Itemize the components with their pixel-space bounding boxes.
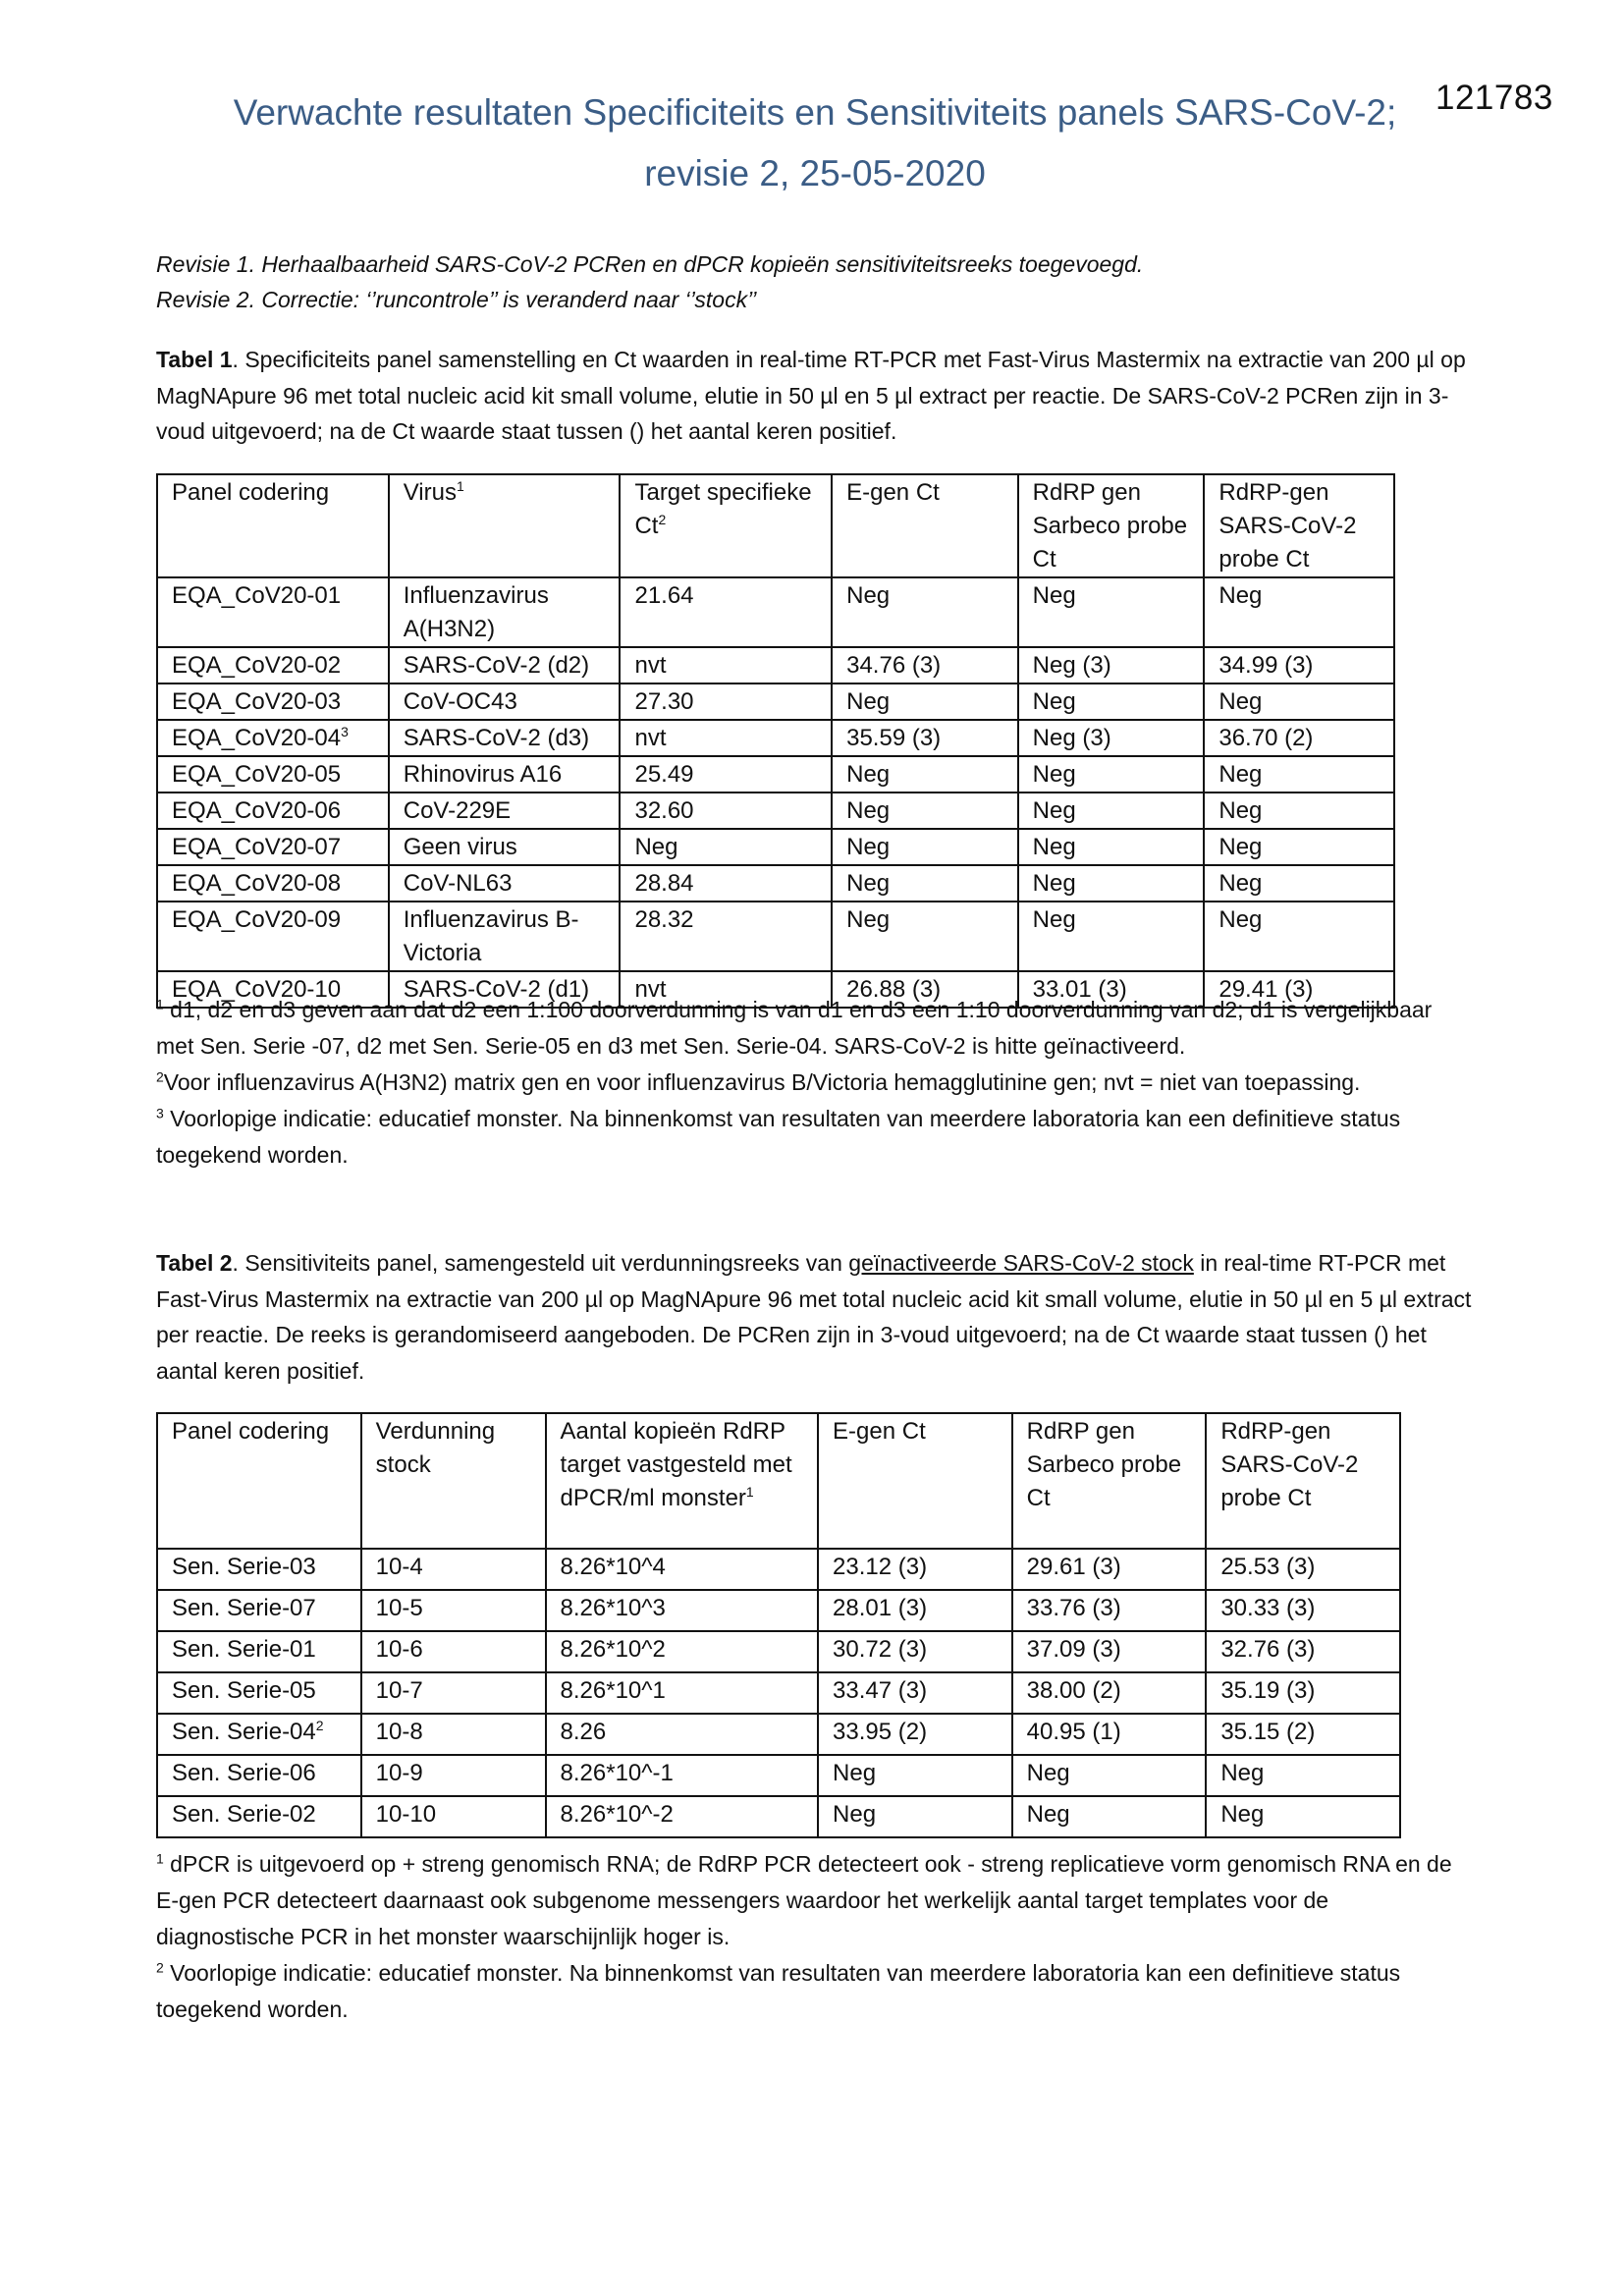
table-cell: Neg bbox=[1204, 577, 1394, 647]
table2-header-cell: Verdunning stock bbox=[361, 1413, 546, 1549]
table1-row bbox=[157, 577, 1394, 647]
table-cell: 34.76 (3) bbox=[832, 647, 1018, 683]
table-cell: 8.26*10^-1 bbox=[546, 1755, 819, 1796]
table-cell: 10-4 bbox=[361, 1549, 546, 1590]
table2-caption-text-end: in real-time RT-PCR met Fast-Virus Mastermix na extractie van 200 µl op MagNApure 96 met total nucleic acid kit small volume, elutie in 50 µl en 5 µl extract per reactie. De reeks is gerandomiseerd aangeboden. De PCRen zijn in 3-voud uitgevoerd; na de Ct waarde staat tussen () het aantal keren positief. bbox=[156, 1250, 1472, 1384]
table-cell: 8.26*10^3 bbox=[546, 1590, 819, 1631]
table-cell: Neg bbox=[832, 902, 1018, 971]
page-title bbox=[147, 82, 1483, 204]
table-cell: 10-10 bbox=[361, 1796, 546, 1837]
table1-row bbox=[157, 902, 1394, 971]
table-cell: Neg bbox=[620, 829, 832, 865]
table-cell: Geen virus bbox=[389, 829, 621, 865]
table-cell: 35.15 (2) bbox=[1206, 1714, 1400, 1755]
table-cell: Neg bbox=[832, 683, 1018, 720]
table-cell: 32.76 (3) bbox=[1206, 1631, 1400, 1672]
table-cell: EQA_CoV20-03 bbox=[157, 683, 389, 720]
table-cell: 8.26 bbox=[546, 1714, 819, 1755]
table-cell: 33.76 (3) bbox=[1012, 1590, 1207, 1631]
table-cell: Neg bbox=[832, 829, 1018, 865]
sensitivity-table bbox=[156, 1412, 1401, 1838]
table-cell: Neg bbox=[832, 756, 1018, 793]
table-cell: CoV-OC43 bbox=[389, 683, 621, 720]
table1-caption-label: Tabel 1 bbox=[156, 347, 233, 372]
table-cell: Influenzavirus B-Victoria bbox=[389, 902, 621, 971]
table-cell: 32.60 bbox=[620, 793, 832, 829]
table-cell: EQA_CoV20-10 bbox=[157, 971, 389, 1008]
table-cell: 8.26*10^4 bbox=[546, 1549, 819, 1590]
table-cell: 34.99 (3) bbox=[1204, 647, 1394, 683]
table-cell: EQA_CoV20-07 bbox=[157, 829, 389, 865]
table-cell: Rhinovirus A16 bbox=[389, 756, 621, 793]
table-cell: $EQA\_CoV20-04^3$ bbox=[157, 720, 389, 756]
table-cell: SARS-CoV-2 (d3) bbox=[389, 720, 621, 756]
table-cell: 28.01 (3) bbox=[818, 1590, 1012, 1631]
table-cell: Neg bbox=[1018, 683, 1205, 720]
table-cell: 29.61 (3) bbox=[1012, 1549, 1207, 1590]
table1-row bbox=[157, 756, 1394, 793]
table1-row bbox=[157, 793, 1394, 829]
table-cell: EQA_CoV20-02 bbox=[157, 647, 389, 683]
table-cell: nvt bbox=[620, 971, 832, 1008]
table-cell: Neg bbox=[818, 1796, 1012, 1837]
table2-header-cell: RdRP gen Sarbeco probe Ct bbox=[1012, 1413, 1207, 1549]
table-cell: 27.30 bbox=[620, 683, 832, 720]
table1-row bbox=[157, 720, 1394, 756]
table1-row bbox=[157, 829, 1394, 865]
table1-row bbox=[157, 647, 1394, 683]
table-cell: 30.72 (3) bbox=[818, 1631, 1012, 1672]
table1-header-cell: Target specifieke Ct$^2$ bbox=[620, 474, 832, 577]
table2-caption bbox=[156, 1245, 1482, 1389]
table-cell: Sen. Serie-07 bbox=[157, 1590, 361, 1631]
table1-header-cell: E-gen Ct bbox=[832, 474, 1018, 577]
table-cell: Neg bbox=[1204, 756, 1394, 793]
table-cell: 26.88 (3) bbox=[832, 971, 1018, 1008]
table-cell: EQA_CoV20-08 bbox=[157, 865, 389, 902]
table-cell: SARS-CoV-2 (d1) bbox=[389, 971, 621, 1008]
table-cell: 33.47 (3) bbox=[818, 1672, 1012, 1714]
table-cell: Neg bbox=[832, 793, 1018, 829]
table2-header-cell: RdRP-gen SARS-CoV-2 probe Ct bbox=[1206, 1413, 1400, 1549]
table1-header-cell: RdRP gen Sarbeco probe Ct bbox=[1018, 474, 1205, 577]
table-cell: 25.53 (3) bbox=[1206, 1549, 1400, 1590]
table-cell: CoV-229E bbox=[389, 793, 621, 829]
table-cell: Neg bbox=[1012, 1796, 1207, 1837]
table-cell: 8.26*10^-2 bbox=[546, 1796, 819, 1837]
table-cell: Neg (3) bbox=[1018, 720, 1205, 756]
table1-header-cell: RdRP-gen SARS-CoV-2 probe Ct bbox=[1204, 474, 1394, 577]
revision-note-1: Revisie 1. Herhaalbaarheid SARS-CoV-2 PCRen en dPCR kopieën sensitiviteitsreeks toegevoegd. bbox=[156, 251, 1144, 277]
table-cell: 35.19 (3) bbox=[1206, 1672, 1400, 1714]
table-cell: Neg bbox=[832, 865, 1018, 902]
table-cell: CoV-NL63 bbox=[389, 865, 621, 902]
table2-row bbox=[157, 1796, 1400, 1837]
table-cell: Sen. Serie-05 bbox=[157, 1672, 361, 1714]
table-cell: Neg bbox=[832, 577, 1018, 647]
table-cell: 10-9 bbox=[361, 1755, 546, 1796]
table-cell: 21.64 bbox=[620, 577, 832, 647]
table-cell: Neg bbox=[1018, 865, 1205, 902]
table-cell: 28.84 bbox=[620, 865, 832, 902]
table-cell: Sen. Serie-02 bbox=[157, 1796, 361, 1837]
table-cell: Neg bbox=[1204, 865, 1394, 902]
specificity-table bbox=[156, 473, 1395, 1009]
table2-row bbox=[157, 1631, 1400, 1672]
table1-row bbox=[157, 865, 1394, 902]
table1-header-cell: Virus$^1$ bbox=[389, 474, 621, 577]
table2-header-cell: Panel codering bbox=[157, 1413, 361, 1549]
table2-row bbox=[157, 1549, 1400, 1590]
footnote: $^1$ dPCR is uitgevoerd op + streng genomisch RNA; de RdRP PCR detecteert ook - streng replicatieve vorm genomisch RNA en de E-gen PCR detecteert daarnaast ook subgenome messengers waardoor het werkelijk aantal target templates voor de diagnostische PCR in het monster waarschijnlijk hoger is. bbox=[156, 1850, 1452, 1949]
table-cell: 28.32 bbox=[620, 902, 832, 971]
table-cell: EQA_CoV20-01 bbox=[157, 577, 389, 647]
document-number: 121783 bbox=[1435, 79, 1553, 117]
table-cell: Neg bbox=[818, 1755, 1012, 1796]
table-cell: Neg bbox=[1204, 829, 1394, 865]
table-cell: Neg bbox=[1018, 829, 1205, 865]
table-cell: Neg bbox=[1206, 1755, 1400, 1796]
table-cell: Neg bbox=[1012, 1755, 1207, 1796]
table-cell: Neg bbox=[1204, 793, 1394, 829]
table-cell: SARS-CoV-2 (d2) bbox=[389, 647, 621, 683]
table-cell: Neg bbox=[1018, 902, 1205, 971]
table2-row bbox=[157, 1590, 1400, 1631]
table-cell: 33.01 (3) bbox=[1018, 971, 1205, 1008]
table-cell: 35.59 (3) bbox=[832, 720, 1018, 756]
table2-row bbox=[157, 1714, 1400, 1755]
table-cell: 33.95 (2) bbox=[818, 1714, 1012, 1755]
table2-footnotes bbox=[156, 1846, 1462, 2028]
table2-header-cell: Aantal kopieën RdRP target vastgesteld met dPCR/ml monster$^1$ bbox=[546, 1413, 819, 1549]
footnote: $^2$Voor influenzavirus A(H3N2) matrix gen en voor influenzavirus B/Victoria hemagglutinine gen; nvt = niet van toepassing. bbox=[156, 1068, 1361, 1095]
table-cell: 36.70 (2) bbox=[1204, 720, 1394, 756]
table-cell: 30.33 (3) bbox=[1206, 1590, 1400, 1631]
table-cell: 25.49 bbox=[620, 756, 832, 793]
table1-footnotes bbox=[156, 992, 1462, 1174]
table-cell: 10-5 bbox=[361, 1590, 546, 1631]
table-cell: 10-7 bbox=[361, 1672, 546, 1714]
table1-header-cell: Panel codering bbox=[157, 474, 389, 577]
table1-caption-text: . Specificiteits panel samenstelling en Ct waarden in real-time RT-PCR met Fast-Virus Mastermix na extractie van 200 µl op MagNApure 96 met total nucleic acid kit small volume, elutie in 50 µl en 5 µl extract per reactie. De SARS-CoV-2 PCRen zijn in 3-voud uitgevoerd; na de Ct waarde staat tussen () het aantal keren positief. bbox=[156, 347, 1466, 444]
table2-caption-label: Tabel 2 bbox=[156, 1250, 233, 1276]
table2-header-row bbox=[157, 1413, 1400, 1549]
table-cell: 38.00 (2) bbox=[1012, 1672, 1207, 1714]
table2-caption-text: . Sensitiviteits panel, samengesteld uit verdunningsreeks van bbox=[232, 1250, 849, 1276]
table-cell: 8.26*10^1 bbox=[546, 1672, 819, 1714]
table-cell: Sen. Serie-01 bbox=[157, 1631, 361, 1672]
table-cell: 37.09 (3) bbox=[1012, 1631, 1207, 1672]
table-cell: Neg bbox=[1018, 577, 1205, 647]
revision-note-2: Revisie 2. Correctie: ‘’runcontrole’’ is veranderd naar ‘’stock’’ bbox=[156, 287, 757, 312]
footnote: $^3$ Voorlopige indicatie: educatief monster. Na binnenkomst van resultaten van meerdere laboratoria kan een definitieve status toegekend worden. bbox=[156, 1105, 1401, 1168]
table2-row bbox=[157, 1755, 1400, 1796]
page-title-line-1: Verwachte resultaten Specificiteits en Sensitiviteits panels SARS-CoV-2; bbox=[233, 92, 1397, 133]
table1-header-row bbox=[157, 474, 1394, 577]
table-cell: 23.12 (3) bbox=[818, 1549, 1012, 1590]
table-cell: Sen. Serie-06 bbox=[157, 1755, 361, 1796]
table1-caption bbox=[156, 342, 1482, 450]
table-cell: 40.95 (1) bbox=[1012, 1714, 1207, 1755]
table-cell: Neg bbox=[1204, 683, 1394, 720]
table-cell: Neg bbox=[1204, 902, 1394, 971]
table-cell: Sen. Serie-$04^2$ bbox=[157, 1714, 361, 1755]
table-cell: EQA_CoV20-09 bbox=[157, 902, 389, 971]
table-cell: 29.41 (3) bbox=[1204, 971, 1394, 1008]
table-cell: EQA_CoV20-05 bbox=[157, 756, 389, 793]
table-cell: Sen. Serie-03 bbox=[157, 1549, 361, 1590]
footnote: $^1$ d1, d2 en d3 geven aan dat d2 een 1:100 doorverdunning is van d1 en d3 een 1:10 doorverdunning van d2; d1 is vergelijkbaar met Sen. Serie -07, d2 met Sen. Serie-05 en d3 met Sen. Serie-04. SARS-CoV-2 is hitte geïnactiveerd. bbox=[156, 996, 1433, 1059]
table-cell: nvt bbox=[620, 720, 832, 756]
table-cell: Neg (3) bbox=[1018, 647, 1205, 683]
footnote: $^2$ Voorlopige indicatie: educatief monster. Na binnenkomst van resultaten van meerdere laboratoria kan een definitieve status toegekend worden. bbox=[156, 1959, 1401, 2022]
table2-header-cell: E-gen Ct bbox=[818, 1413, 1012, 1549]
table-cell: nvt bbox=[620, 647, 832, 683]
page-title-line-2: revisie 2, 25-05-2020 bbox=[644, 153, 986, 193]
table-cell: Neg bbox=[1018, 756, 1205, 793]
table1-row bbox=[157, 683, 1394, 720]
table2-caption-underlined: geïnactiveerde SARS-CoV-2 stock bbox=[848, 1250, 1194, 1276]
table-cell: Neg bbox=[1018, 793, 1205, 829]
table-cell: Influenzavirus A(H3N2) bbox=[389, 577, 621, 647]
table-cell: 10-8 bbox=[361, 1714, 546, 1755]
table-cell: 10-6 bbox=[361, 1631, 546, 1672]
table2-row bbox=[157, 1672, 1400, 1714]
table-cell: 8.26*10^2 bbox=[546, 1631, 819, 1672]
table-cell: Neg bbox=[1206, 1796, 1400, 1837]
table-cell: EQA_CoV20-06 bbox=[157, 793, 389, 829]
